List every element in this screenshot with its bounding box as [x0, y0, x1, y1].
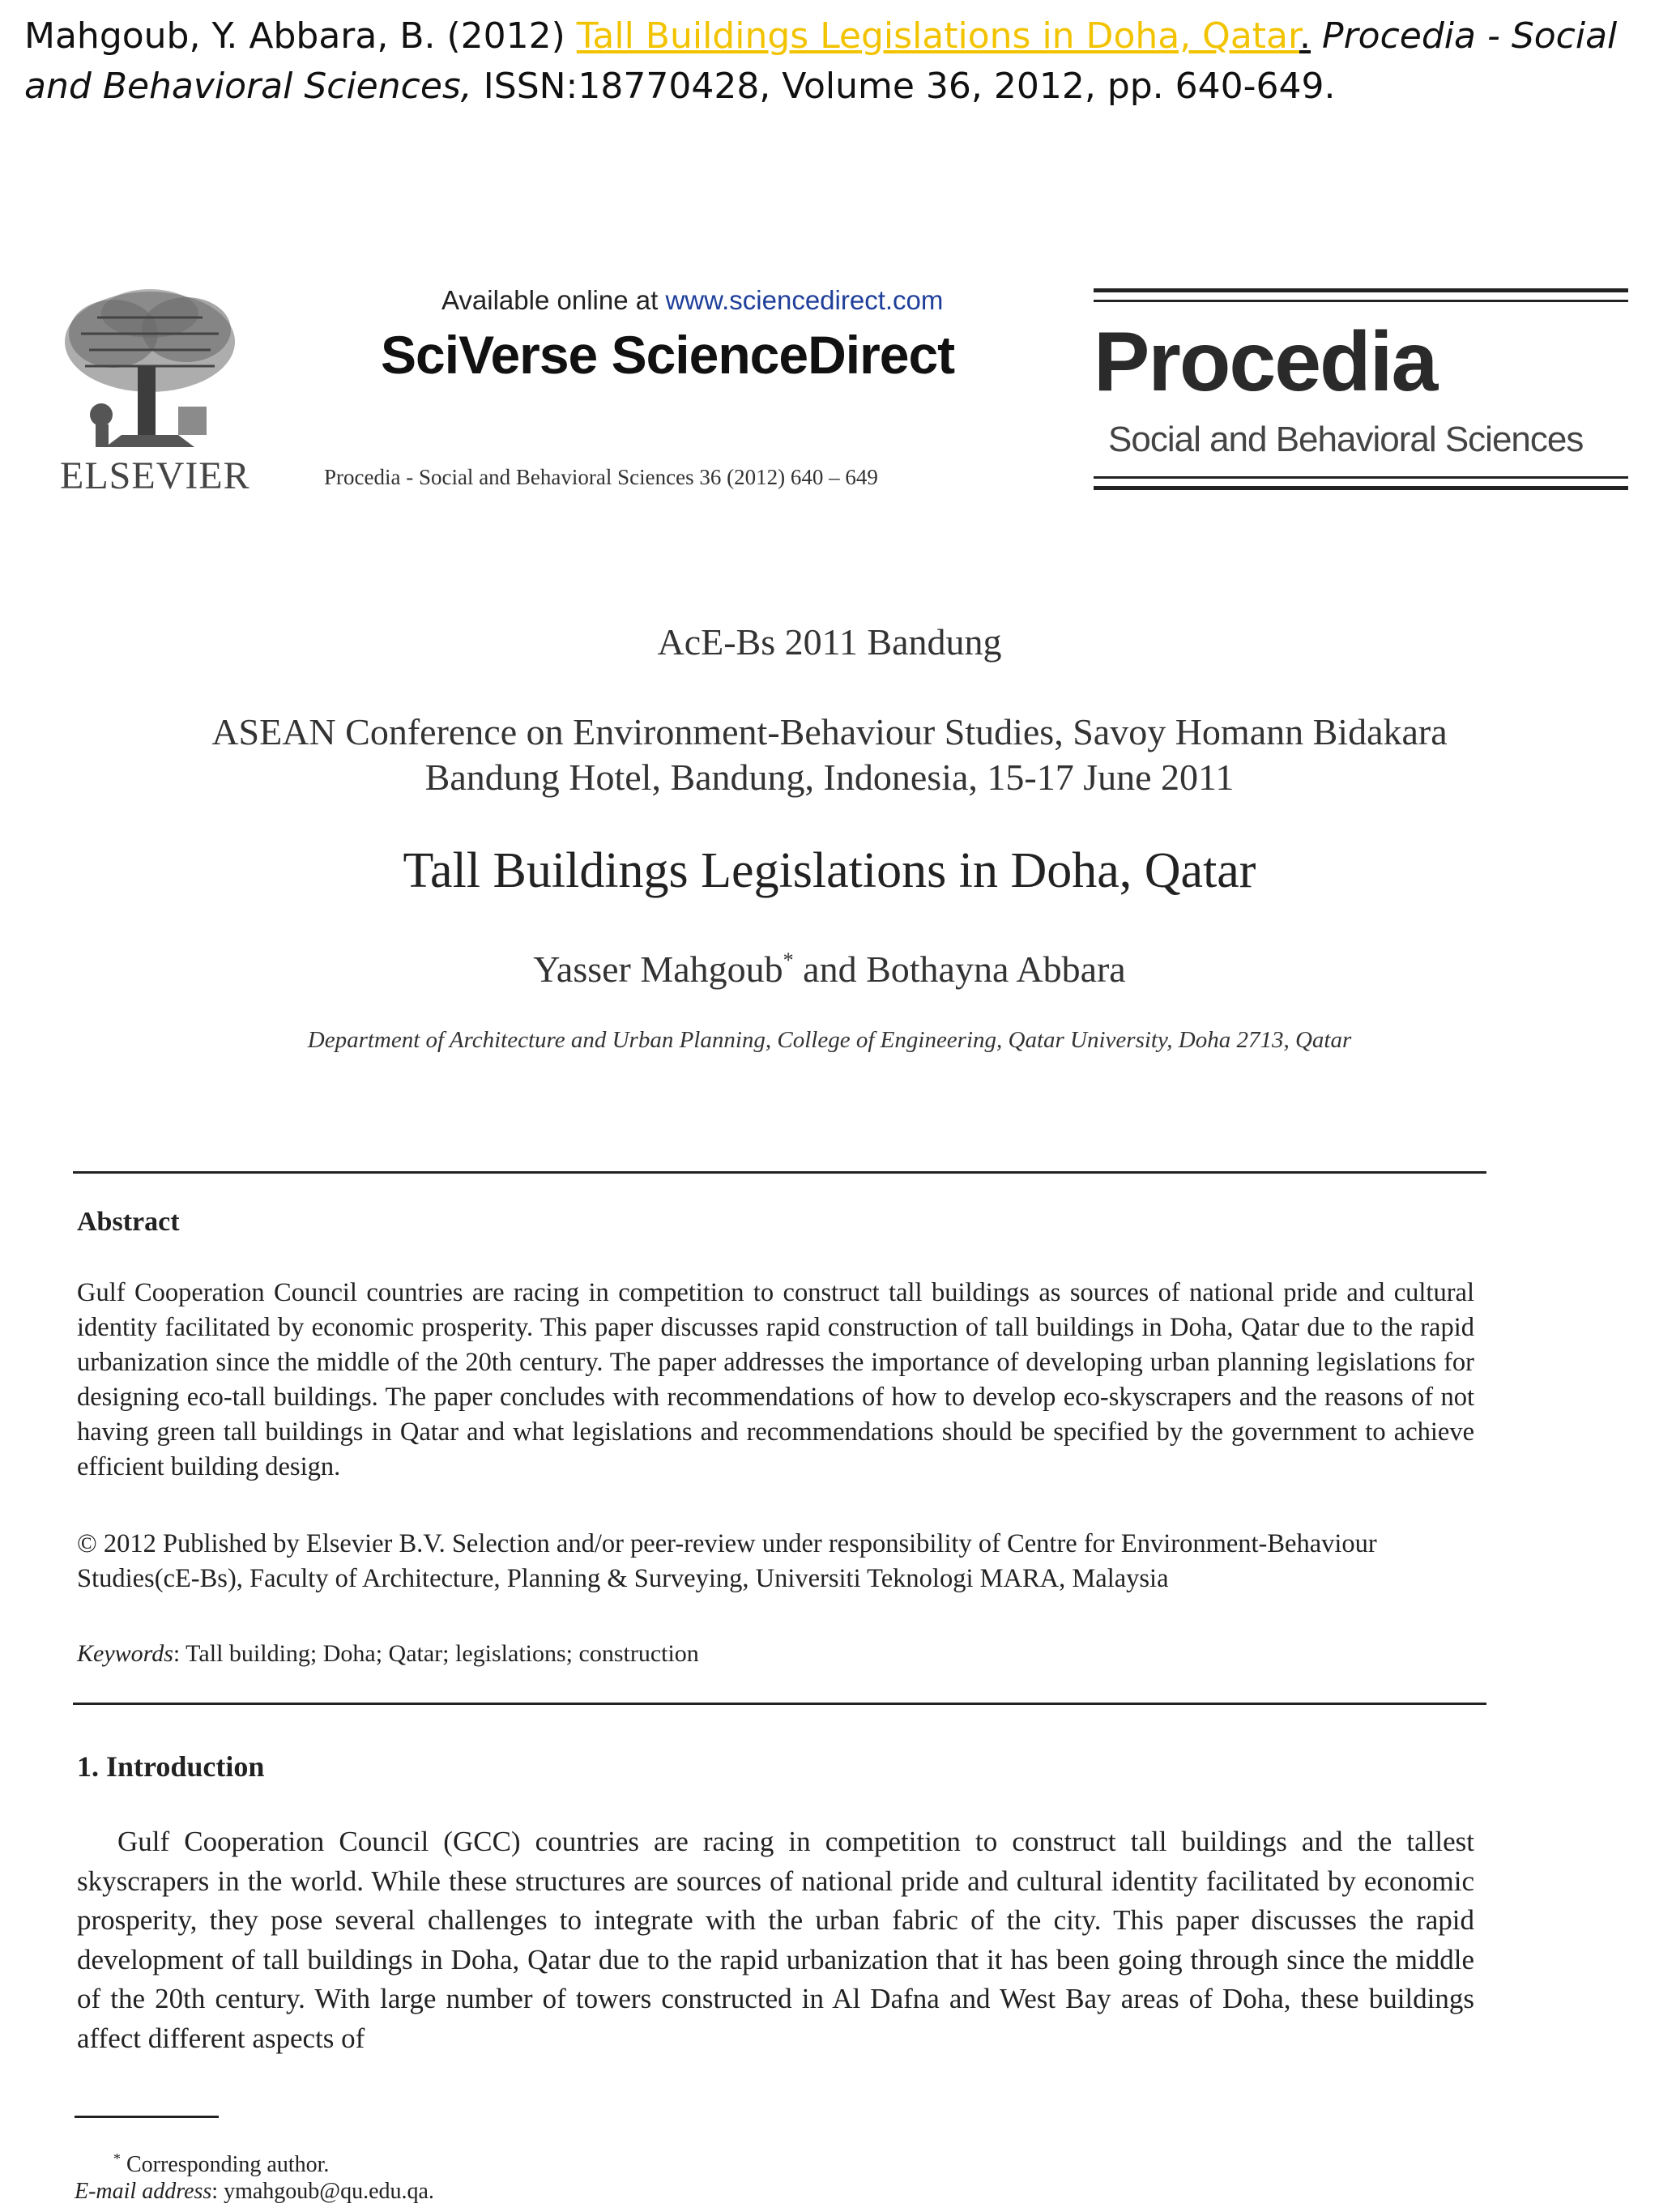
- footnote-rule: [75, 2116, 219, 2118]
- divider: [73, 1703, 1486, 1705]
- keywords-label: Keywords: [77, 1640, 173, 1667]
- abstract-heading: Abstract: [77, 1207, 180, 1237]
- footnote-mark: *: [113, 2150, 121, 2167]
- citation-authors: Mahgoub, Y. Abbara, B. (2012): [24, 15, 577, 57]
- procedia-rule: [1094, 300, 1628, 302]
- conference-short: AcE-Bs 2011 Bandung: [657, 621, 1002, 663]
- email-label: E-mail address: [75, 2179, 212, 2204]
- copyright-notice: © 2012 Published by Elsevier B.V. Selection and/or peer-review under responsibility of Centre for Environment-Behaviour Studies(cE-Bs), Faculty of Architecture, Planning & Surveying, Universiti Teknologi MARA, Malaysia: [77, 1529, 1377, 1593]
- keywords-list: : Tall building; Doha; Qatar; legislations; construction: [173, 1640, 699, 1667]
- procedia-title: Procedia: [1094, 315, 1437, 409]
- affiliation: Department of Architecture and Urban Planning, College of Engineering, Qatar University, Doha 2713, Qatar: [307, 1027, 1352, 1053]
- available-online: [441, 285, 943, 316]
- procedia-subtitle: Social and Behavioral Sciences: [1108, 420, 1584, 459]
- author-rest: and Bothayna Abbara: [793, 948, 1126, 990]
- tree-icon: [57, 285, 243, 451]
- corresponding-mark: *: [783, 948, 794, 972]
- citation-journal: Procedia - Social and Behavioral Sciences,: [24, 15, 1618, 107]
- conference-line-2: Bandung Hotel, Bandung, Indonesia, 15-17 June 2011: [424, 757, 1235, 798]
- footnote-corresponding-text: Corresponding author.: [121, 2152, 330, 2177]
- elsevier-tree-logo: [57, 285, 250, 497]
- paper-title: Tall Buildings Legislations in Doha, Qatar: [403, 843, 1256, 898]
- journal-header: [57, 285, 1628, 504]
- procedia-rule: [1094, 476, 1628, 479]
- sciencedirect-url[interactable]: www.sciencedirect.com: [665, 285, 944, 315]
- abstract-text: Gulf Cooperation Council countries are racing in competition to construct tall buildings as sources of national pride and cultural identity facilitated by economic prosperity. This paper discusses rapid construction of tall buildings in Doha, Qatar due to the rapid urbanization since the middle of the 20th century. The paper addresses the importance of developing urban planning legislations for designing eco-tall buildings. The paper concludes with recommendations of how to develop eco-skyscrapers and the reasons of not having green tall buildings in Qatar and what legislations and recommendations should be specified by the government to achieve efficient building design.: [77, 1278, 1474, 1481]
- procedia-rule: [1094, 486, 1628, 490]
- citation-dot: .: [1299, 15, 1311, 57]
- footnote-corresponding: [113, 2150, 329, 2178]
- introduction-text: Gulf Cooperation Council (GCC) countries are racing in competition to construct tall buildings and the tallest skyscrapers in the world. While these structures are sources of national pride and cultural identity facilitated by economic prosperity, they pose several challenges to integrate with the urban fabric of the city. This paper discusses the rapid development of tall buildings in Doha, Qatar due to the rapid urbanization that it has been going through since the middle of the 20th century. With large number of towers constructed in Al Dafna and West Bay areas of Doha, these buildings affect different aspects of: [77, 1826, 1474, 2054]
- footnote-email: [75, 2179, 434, 2205]
- citation-rest: ISSN:18770428, Volume 36, 2012, pp. 640-649.: [471, 66, 1336, 107]
- authors: [0, 948, 1659, 991]
- citation-link[interactable]: Tall Buildings Legislations in Doha, Qatar: [576, 15, 1300, 57]
- keywords: [77, 1640, 1474, 1668]
- author-1: Yasser Mahgoub: [533, 948, 783, 990]
- procedia-rule: [1094, 288, 1628, 292]
- citation: [24, 11, 1636, 112]
- procedia-logo: [1094, 285, 1628, 496]
- email-address[interactable]: : ymahgoub@qu.edu.qa.: [211, 2179, 434, 2204]
- sciverse-logo: SciVerse ScienceDirect: [381, 325, 955, 385]
- journal-citation-line: Procedia - Social and Behavioral Sciences 36 (2012) 640 – 649: [324, 465, 878, 489]
- conference-line-1: ASEAN Conference on Environment-Behaviour Studies, Savoy Homann Bidakara: [211, 711, 1448, 752]
- conference-long: [0, 710, 1659, 800]
- available-prefix: Available online at: [441, 285, 666, 315]
- introduction-heading: 1. Introduction: [77, 1750, 265, 1783]
- divider: [73, 1171, 1486, 1174]
- elsevier-wordmark: ELSEVIER: [60, 454, 250, 497]
